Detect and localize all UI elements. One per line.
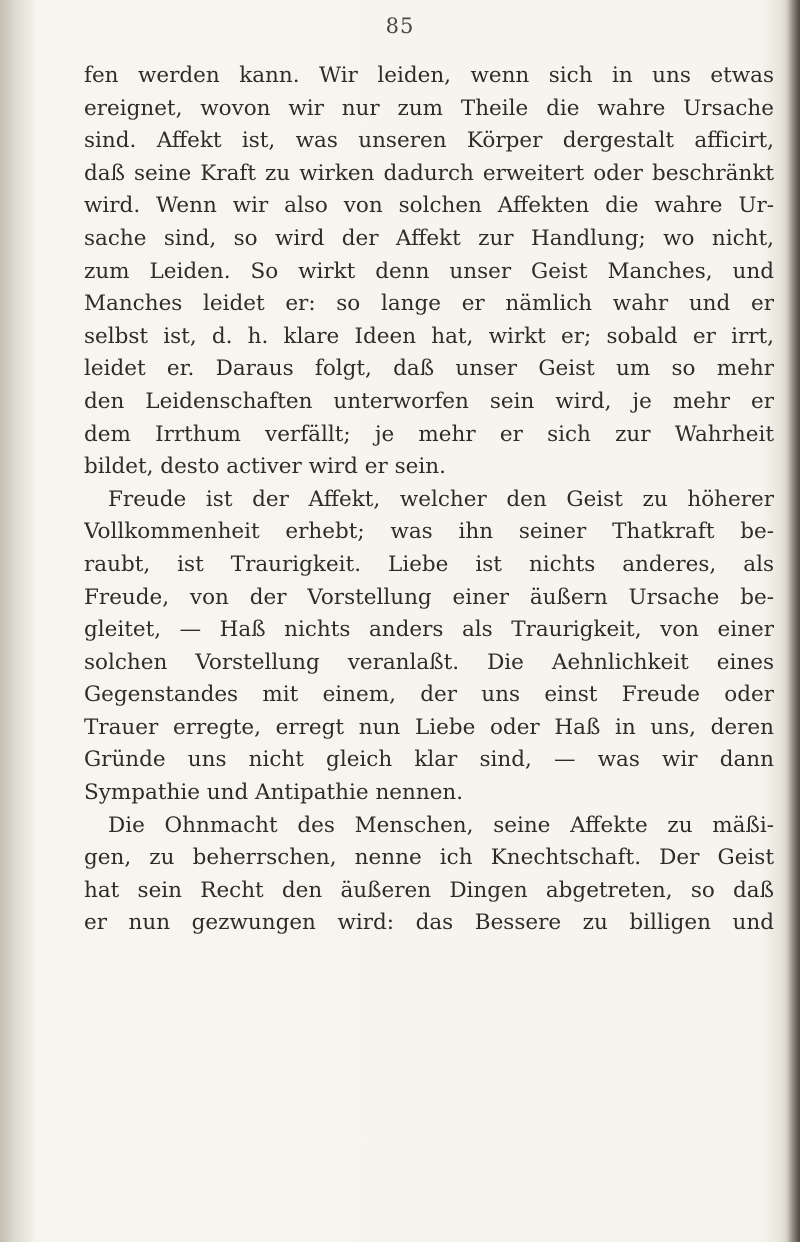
- text-line: gen, zu beherrschen, nenne ich Knechtschaft. Der Geist: [84, 845, 774, 871]
- text-line: bildet, desto activer wird er sein.: [84, 454, 446, 480]
- text-line: den Leidenschaften unterworfen sein wird, je mehr er: [84, 388, 774, 414]
- text-line: zum Leiden. So wirkt denn unser Geist Manches, und: [84, 258, 774, 284]
- text-line: Sympathie und Antipathie nennen.: [84, 780, 464, 806]
- text-line: gleitet, — Haß nichts anders als Traurigkeit, von einer: [84, 617, 774, 643]
- text-line: sache sind, so wird der Affekt zur Handlung; wo nicht,: [84, 225, 774, 251]
- text-line: fen werden kann. Wir leiden, wenn sich in uns etwas: [84, 63, 774, 88]
- text-line: er nun gezwungen wird: das Bessere zu billigen und: [84, 910, 774, 936]
- text-line: Freude ist der Affekt, welcher den Geist zu höherer: [108, 486, 774, 512]
- text-line: hat sein Recht den äußeren Dingen abgetreten, so daß: [84, 877, 774, 903]
- page-edge-shadow: [786, 0, 800, 1242]
- text-line: Die Ohnmacht des Menschen, seine Affekte zu mäßi-: [108, 812, 774, 838]
- page-gutter-shadow: [0, 0, 36, 1242]
- text-line: solchen Vorstellung veranlaßt. Die Aehnlichkeit eines: [84, 649, 774, 675]
- page-number: 85: [385, 14, 415, 38]
- text-line: Trauer erregte, erregt nun Liebe oder Haß in uns, deren: [84, 714, 774, 740]
- text-line: Manches leidet er: so lange er nämlich wahr und er: [84, 291, 774, 317]
- text-line: sind. Affekt ist, was unseren Körper dergestalt afficirt,: [84, 128, 774, 154]
- text-line: leidet er. Daraus folgt, daß unser Geist um so mehr: [84, 356, 774, 382]
- text-line: daß seine Kraft zu wirken dadurch erweitert oder beschränkt: [84, 160, 774, 186]
- text-line: Vollkommenheit erhebt; was ihn seiner Thatkraft be-: [84, 519, 774, 545]
- text-line: Freude, von der Vorstellung einer äußern Ursache be-: [84, 584, 774, 610]
- text-line: wird. Wenn wir also von solchen Affekten die wahre Ur-: [84, 193, 774, 219]
- text-line: selbst ist, d. h. klare Ideen hat, wirkt er; sobald er irrt,: [84, 323, 774, 349]
- text-line: raubt, ist Traurigkeit. Liebe ist nichts anderes, als: [84, 551, 774, 577]
- text-line: ereignet, wovon wir nur zum Theile die wahre Ursache: [84, 95, 774, 121]
- text-line: Gründe uns nicht gleich klar sind, — was wir dann: [84, 747, 774, 773]
- text-line: dem Irrthum verfällt; je mehr er sich zur Wahrheit: [84, 421, 774, 447]
- text-line: Gegenstandes mit einem, der uns einst Freude oder: [84, 682, 774, 708]
- body-text: [84, 60, 774, 940]
